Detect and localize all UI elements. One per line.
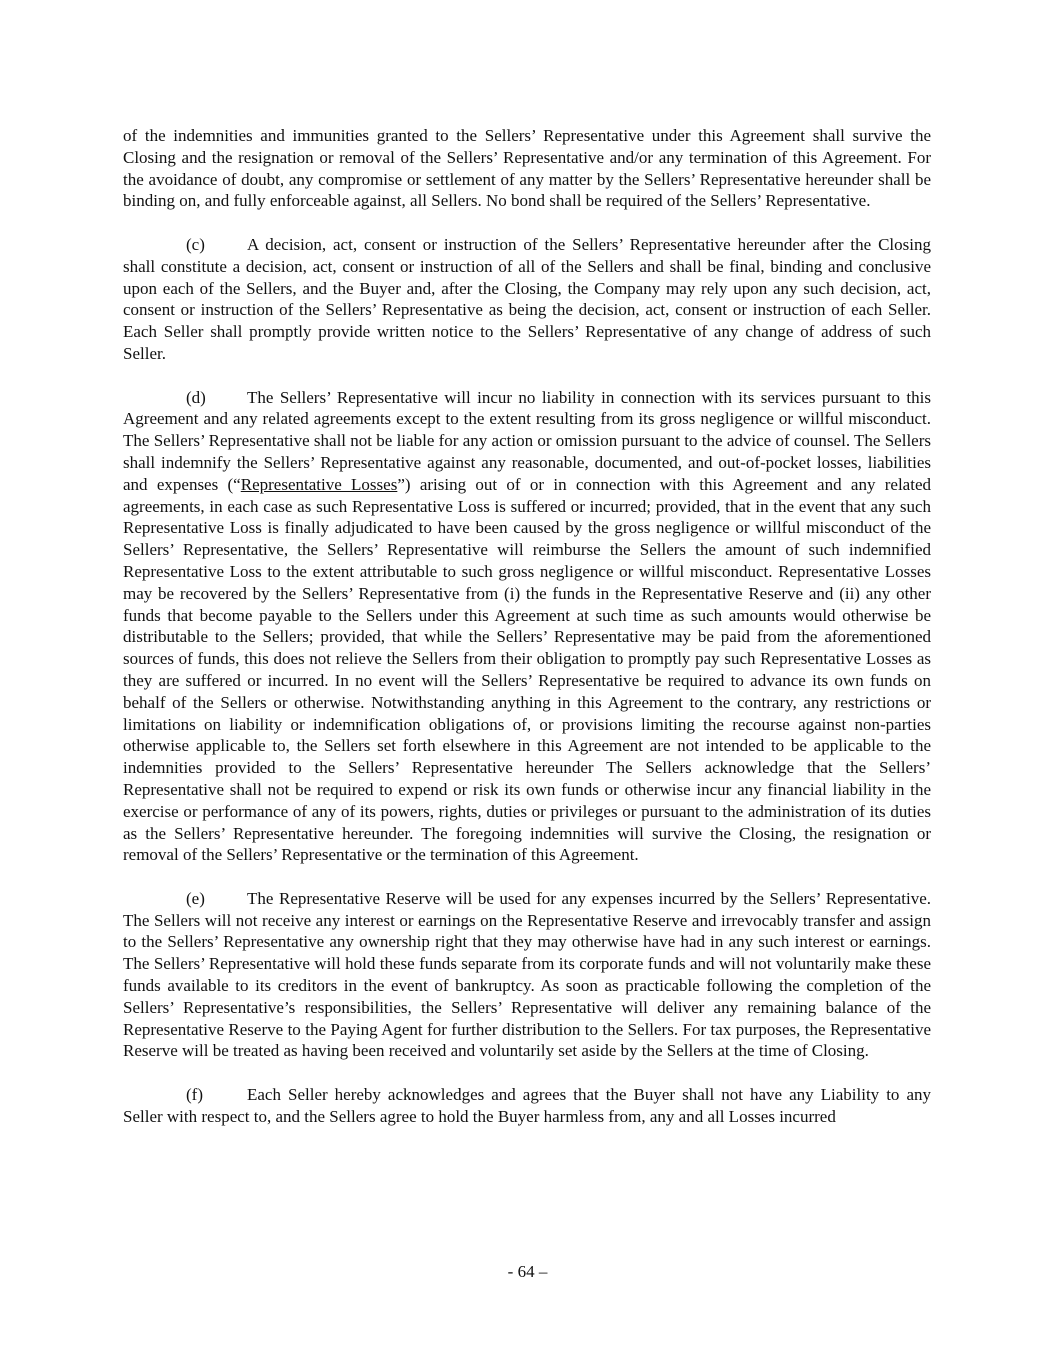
paragraph-text: The Representative Reserve will be used for any expenses incurred by the Sellers’ Representative. The Sellers will not receive any interest or earnings on the Representative Reserve and irrevocably transfer and assign to the Sellers’ Representative any ownership right that they may otherwise have had in any such interest or earnings. The Sellers’ Representative will hold these funds separate from its corporate funds and will not voluntarily make these funds available to its creditors in the event of bankruptcy. As soon as practicable following the completion of the Sellers’ Representative’s responsibilities, the Sellers’ Representative will deliver any remaining balance of the Representative Reserve to the Paying Agent for further distribution to the Sellers. For tax purposes, the Representative Reserve will be treated as having been received and voluntarily set aside by the Sellers at the time of Closing. [123, 888, 931, 1061]
defined-term: Representative Losses [240, 474, 398, 494]
paragraph-e [123, 888, 931, 1062]
paragraph-label: (c) [186, 234, 205, 254]
paragraph-label: (e) [186, 888, 205, 908]
paragraph-d [123, 387, 931, 867]
document-page [123, 125, 931, 1149]
paragraph-text: of the indemnities and immunities granted to the Sellers’ Representative under this Agreement shall survive the Closing and the resignation or removal of the Sellers’ Representative and/or any termination of this Agreement. For the avoidance of doubt, any compromise or settlement of any matter by the Sellers’ Representative hereunder shall be binding on, and fully enforceable against, all Sellers. No bond shall be required of the Sellers’ Representative. [123, 126, 931, 211]
page-number: - 64 – [507, 1262, 548, 1281]
paragraph-text: The Sellers’ Representative will incur no liability in connection with its services pursuant to this Agreement and any related agreements except to the extent resulting from its gross negligence or willful misconduct. The Sellers’ Representative shall not be liable for any action or omission pursuant to the advice of counsel. The Sellers shall indemnify the Sellers’ Representative against any reasonable, documented, and out-of-pocket losses, liabilities and expenses (“ [123, 387, 931, 494]
paragraph-text: Each Seller hereby acknowledges and agrees that the Buyer shall not have any Liability to any Seller with respect to, and the Sellers agree to hold the Buyer harmless from, any and all Losses incurred [123, 1085, 931, 1126]
paragraph-text: A decision, act, consent or instruction of the Sellers’ Representative hereunder after the Closing shall constitute a decision, act, consent or instruction of all of the Sellers and shall be final, binding and conclusive upon each of the Sellers, and the Buyer and, after the Closing, the Company may rely upon any such decision, act, consent or instruction of the Sellers’ Representative as being the decision, act, consent or instruction of each Seller. Each Seller shall promptly provide written notice to the Sellers’ Representative of any change of address of such Seller. [123, 234, 931, 363]
paragraph-b-continued [123, 125, 931, 212]
paragraph-text: ”) arising out of or in connection with this Agreement and any related agreements, in each case as such Representative Loss is suffered or incurred; provided, that in the event that any such Representative Loss is finally adjudicated to have been caused by the gross negligence or willful misconduct of the Sellers’ Representative, the Sellers’ Representative will reimburse the Sellers the amount of such indemnified Representative Loss to the extent attributable to such gross negligence or willful misconduct. Representative Losses may be recovered by the Sellers’ Representative from (i) the funds in the Representative Reserve and (ii) any other funds that become payable to the Sellers under this Agreement at such time as such amounts would otherwise be distributable to the Sellers; provided, that while the Sellers’ Representative may be paid from the aforementioned sources of funds, this does not relieve the Sellers from their obligation to promptly pay such Representative Losses as they are suffered or incurred. In no event will the Sellers’ Representative be required to advance its own funds on behalf of the Sellers or otherwise. Notwithstanding anything in this Agreement to the contrary, any restrictions or limitations on liability or indemnification obligations of, or provisions limiting the recourse against non-parties otherwise applicable to, the Sellers set forth elsewhere in this Agreement are not intended to be applicable to the indemnities provided to the Sellers’ Representative hereunder The Sellers acknowledge that the Sellers’ Representative shall not be required to expend or risk its own funds or otherwise incur any financial liability in the exercise or performance of any of its powers, rights, duties or privileges or pursuant to the administration of its duties as the Sellers’ Representative hereunder. The foregoing indemnities will survive the Closing, the resignation or removal of the Sellers’ Representative or the termination of this Agreement. [123, 474, 931, 865]
paragraph-label: (d) [186, 387, 206, 407]
paragraph-f [123, 1084, 931, 1128]
paragraph-label: (f) [186, 1085, 203, 1105]
paragraph-c [123, 234, 931, 365]
